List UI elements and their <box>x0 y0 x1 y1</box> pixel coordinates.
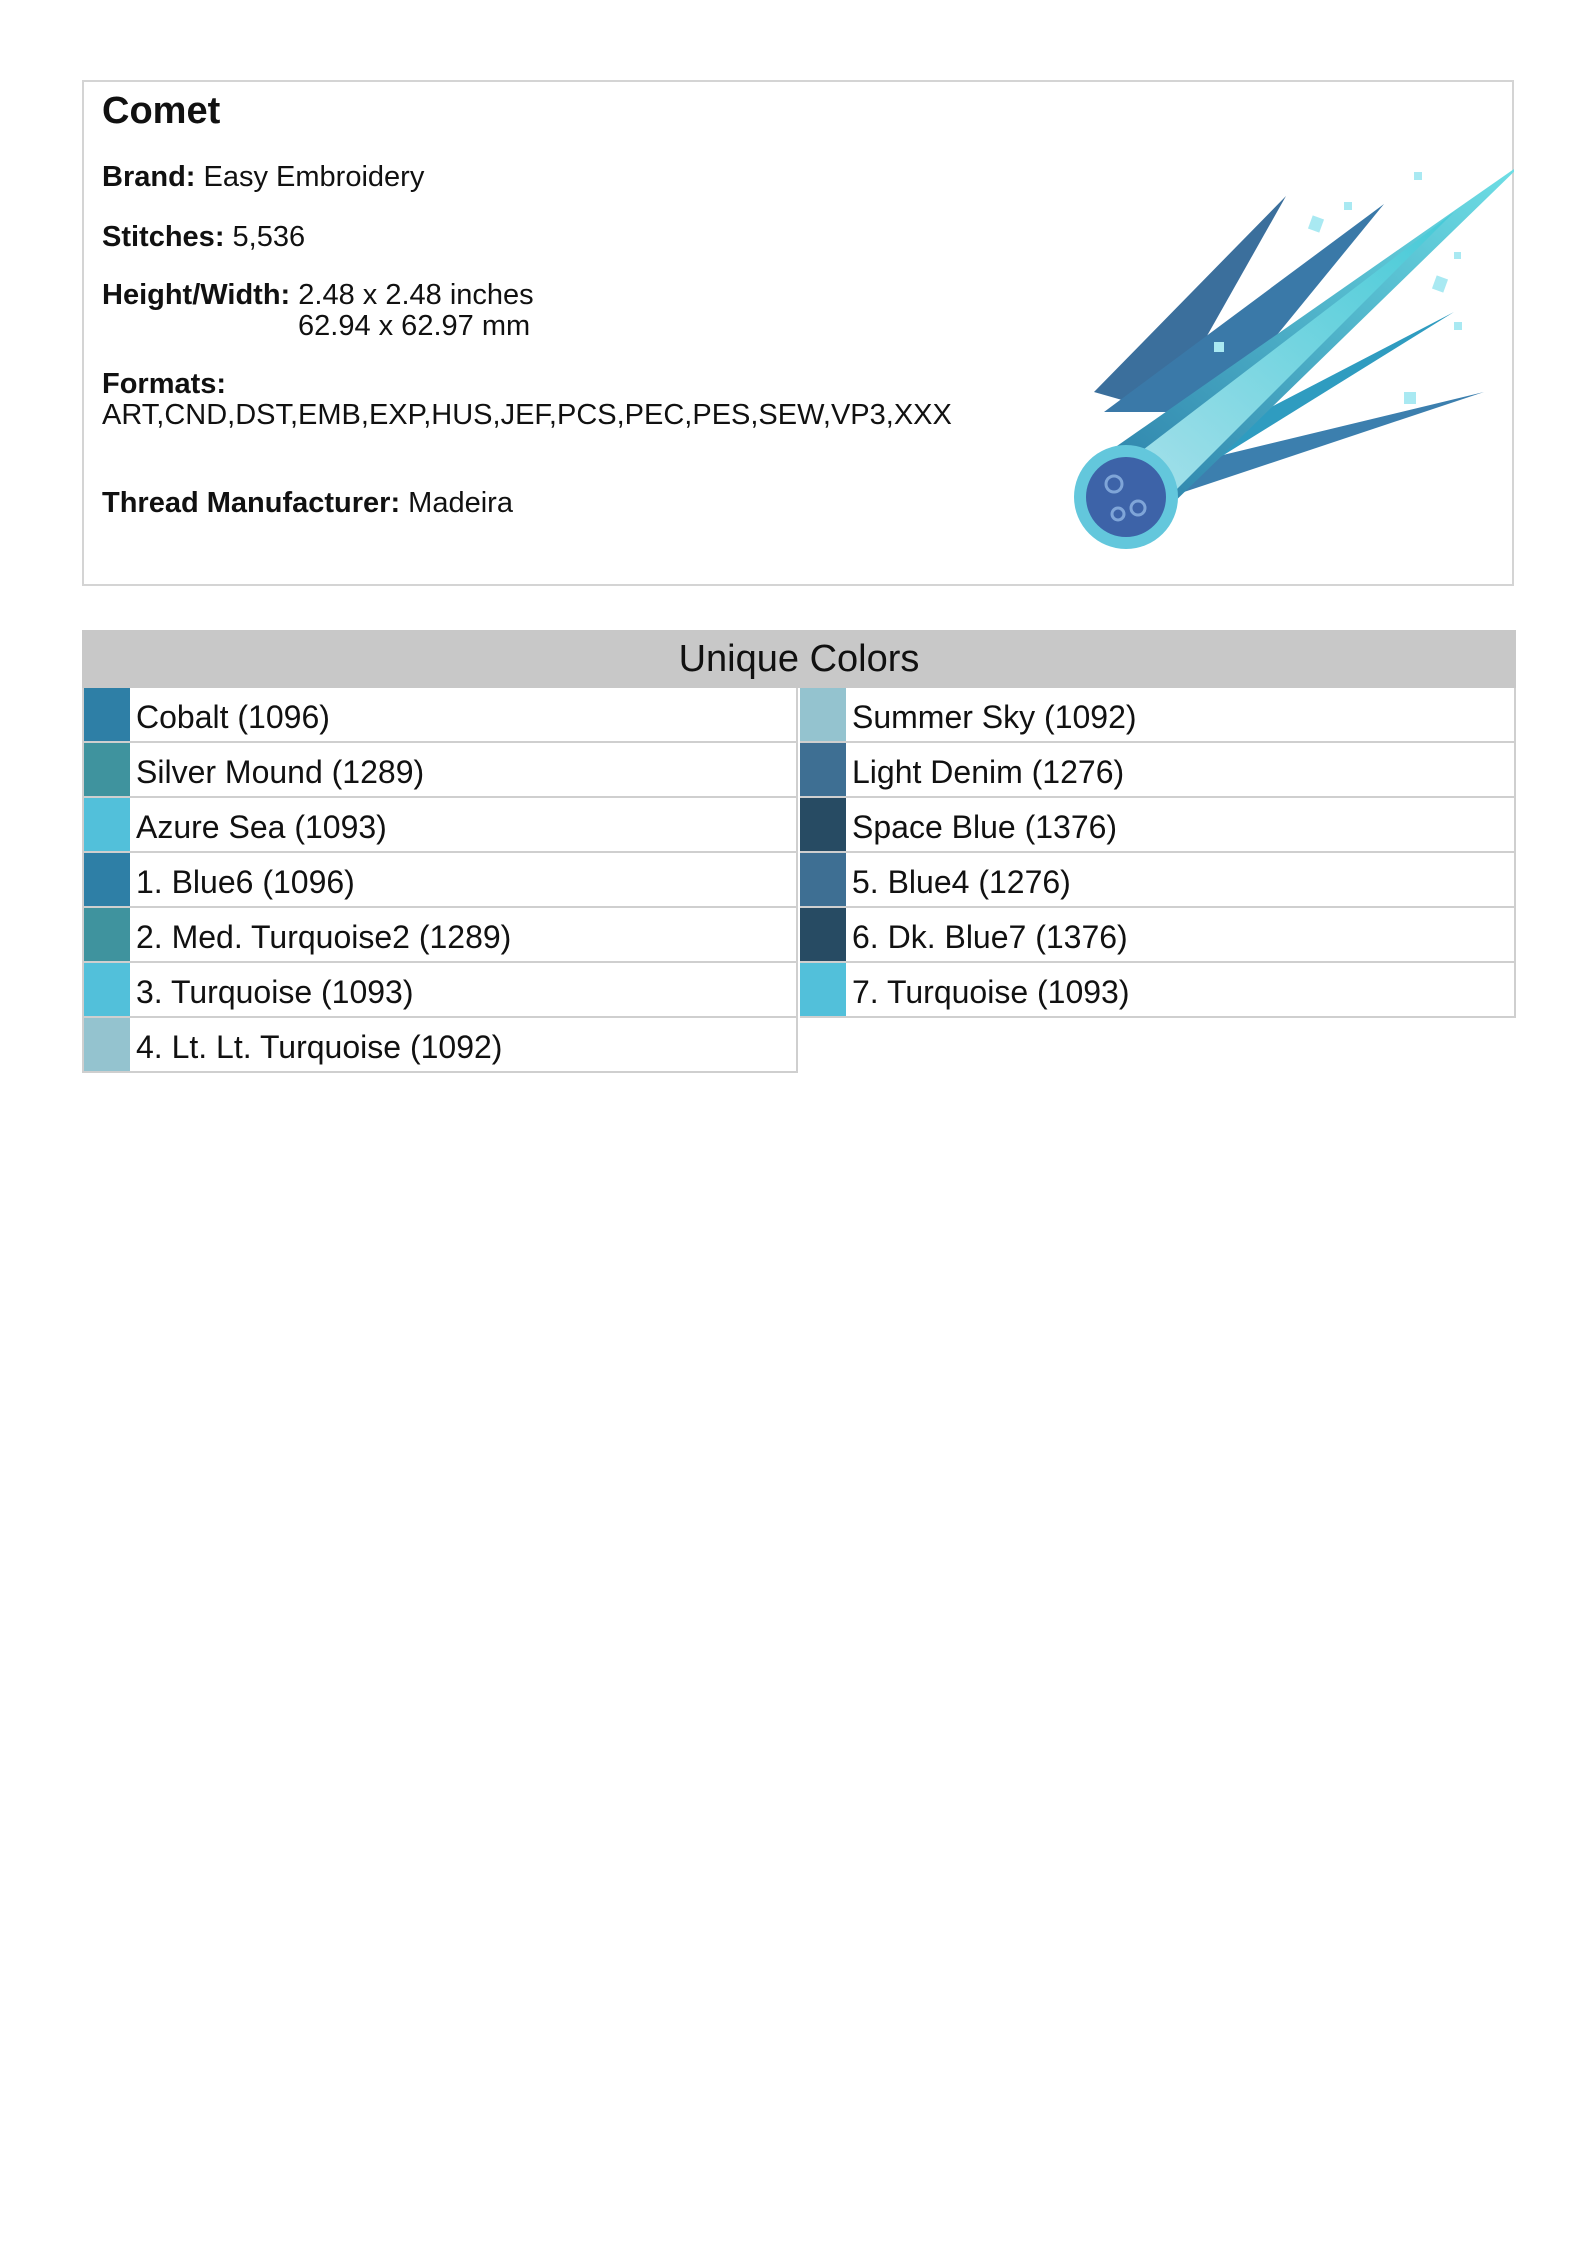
color-row <box>82 963 798 1018</box>
color-name: Summer Sky (1092) <box>852 699 1137 735</box>
color-swatch <box>84 743 130 796</box>
color-swatch <box>800 688 846 741</box>
color-name: 6. Dk. Blue7 (1376) <box>852 919 1128 955</box>
stitches-label: Stitches: <box>102 221 225 253</box>
color-row <box>800 853 1516 908</box>
unique-colors-header: Unique Colors <box>82 630 1516 688</box>
sparkle <box>1344 202 1352 210</box>
brand-label: Brand: <box>102 161 196 193</box>
brand-row <box>102 162 424 193</box>
colors-left-column <box>82 688 798 1073</box>
color-swatch <box>800 963 846 1016</box>
color-row <box>82 798 798 853</box>
comet-head <box>1086 457 1166 537</box>
sparkle <box>1214 342 1224 352</box>
color-swatch <box>84 908 130 961</box>
comet-design-image <box>1014 112 1514 572</box>
colors-right-column <box>800 688 1516 1018</box>
color-name: Light Denim (1276) <box>852 754 1125 790</box>
color-row <box>800 963 1516 1018</box>
color-swatch <box>800 853 846 906</box>
color-row <box>800 908 1516 963</box>
color-row <box>800 743 1516 798</box>
color-name: Space Blue (1376) <box>852 809 1118 845</box>
color-swatch <box>84 963 130 1016</box>
color-swatch <box>800 743 846 796</box>
sparkle <box>1404 392 1416 404</box>
color-swatch <box>84 853 130 906</box>
height-width-row <box>102 280 534 311</box>
thread-manufacturer-row <box>102 488 513 519</box>
height-width-mm: 62.94 x 62.97 mm <box>298 310 531 342</box>
color-swatch <box>800 908 846 961</box>
color-row <box>82 743 798 798</box>
sparkle <box>1454 252 1461 259</box>
color-name: 1. Blue6 (1096) <box>136 864 355 900</box>
sparkle <box>1454 322 1462 330</box>
color-name: Azure Sea (1093) <box>136 809 387 845</box>
color-row <box>82 1018 798 1073</box>
color-row <box>82 853 798 908</box>
color-row <box>800 688 1516 743</box>
sparkle <box>1308 215 1324 232</box>
brand-value: Easy Embroidery <box>203 161 425 193</box>
design-info-panel <box>82 80 1514 586</box>
formats-value: ART,CND,DST,EMB,EXP,HUS,JEF,PCS,PEC,PES,SEW,VP3,XXX <box>102 399 952 431</box>
thread-manufacturer-value: Madeira <box>408 487 513 519</box>
design-title: Comet <box>102 90 221 132</box>
color-swatch <box>800 798 846 851</box>
unique-colors-table <box>82 630 1516 1124</box>
color-name: 5. Blue4 (1276) <box>852 864 1071 900</box>
color-row <box>82 908 798 963</box>
color-row <box>82 688 798 743</box>
color-name: 2. Med. Turquoise2 (1289) <box>136 919 512 955</box>
color-name: Silver Mound (1289) <box>136 754 425 790</box>
sparkle <box>1414 172 1422 180</box>
color-name: 4. Lt. Lt. Turquoise (1092) <box>136 1029 503 1065</box>
formats-label: Formats: <box>102 368 227 400</box>
sparkle <box>1432 275 1448 292</box>
stitches-row <box>102 222 305 253</box>
color-name: Cobalt (1096) <box>136 699 330 735</box>
height-width-label: Height/Width: <box>102 279 291 311</box>
color-name: 7. Turquoise (1093) <box>852 974 1130 1010</box>
height-width-inches: 2.48 x 2.48 inches <box>298 279 534 311</box>
thread-manufacturer-label: Thread Manufacturer: <box>102 487 401 519</box>
color-row <box>800 798 1516 853</box>
color-swatch <box>84 1018 130 1071</box>
color-swatch <box>84 798 130 851</box>
color-swatch <box>84 688 130 741</box>
color-name: 3. Turquoise (1093) <box>136 974 414 1010</box>
stitches-value: 5,536 <box>232 221 306 253</box>
